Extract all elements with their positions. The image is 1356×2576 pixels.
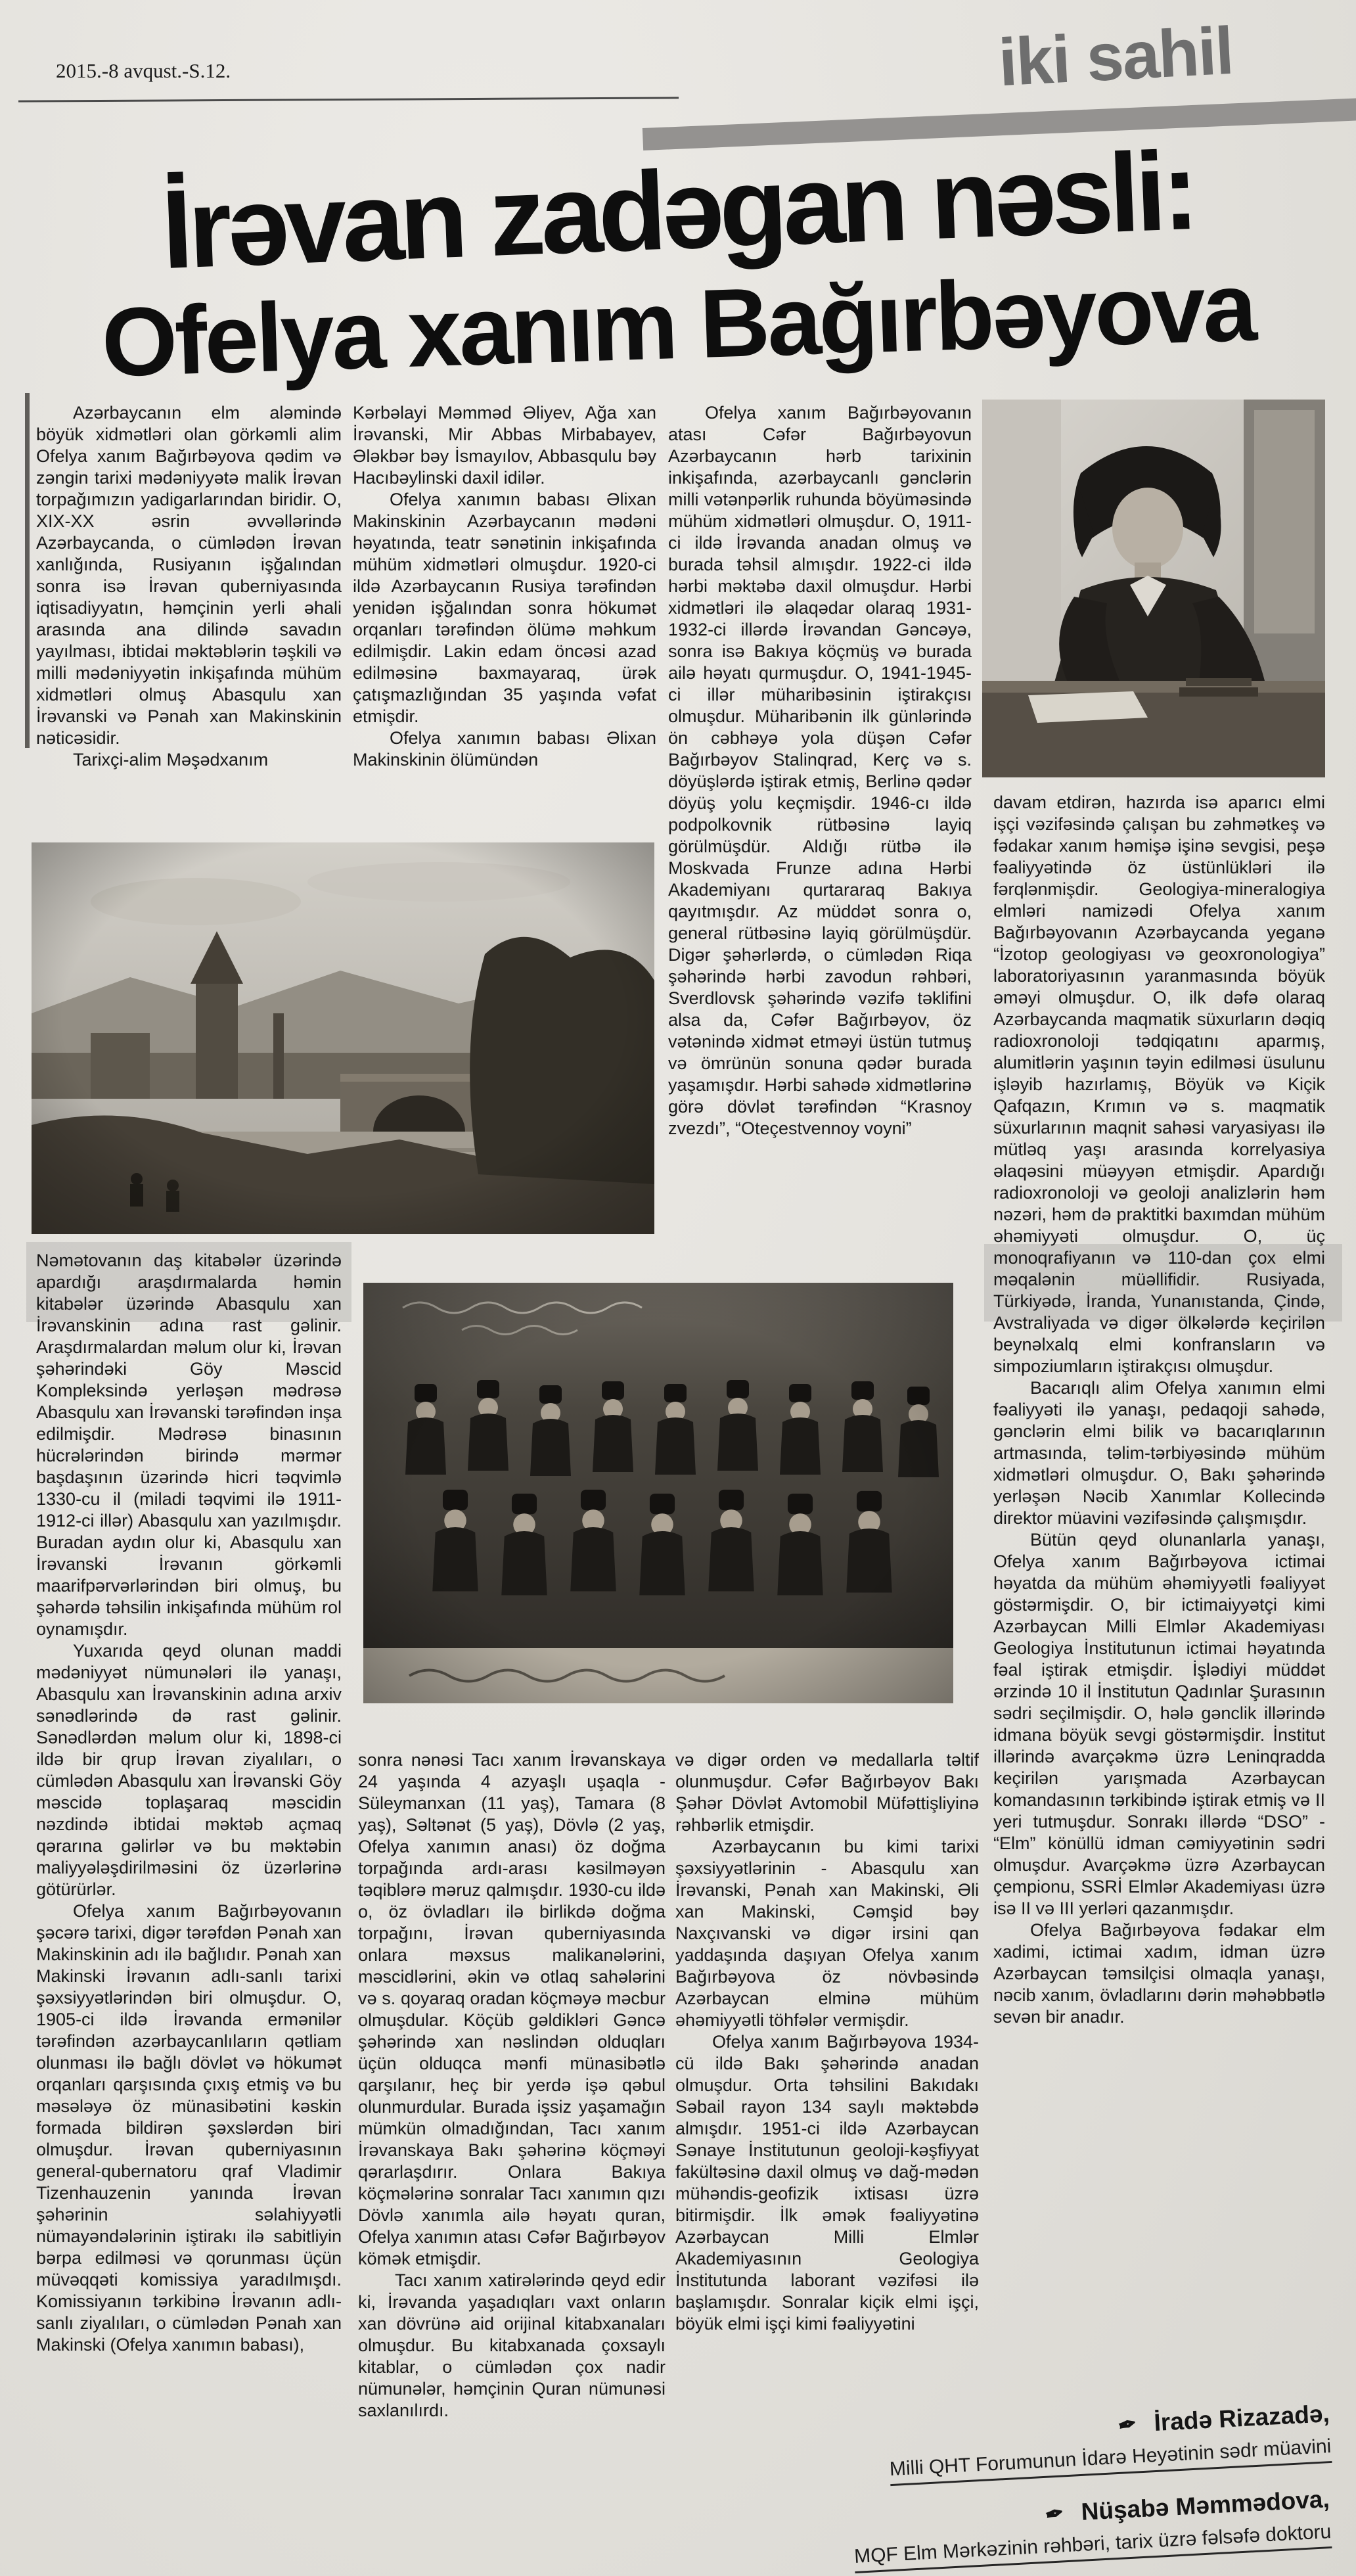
column-3-bottom: və digər orden və medallarla təltif olunmuşdur. Cəfər Bağırbəyov Bakı Şəhər Dövlət Avtomobil Müfəttişliyinə rəhbərlik etmişdir. Azərbaycanın bu kimi tarixi şəxsiyyətlərinin - Abasqulu xan İrəvanski, Pənah xan Makinski, Əli xan Makinski, Cəmşid bəy Naxçıvanski və digər irsini qan yaddaşında daşıyan Ofelya xanım Bağırbəyova öz növbəsində Azərbaycan elminə mühüm əhəmiyyətli töhfələr vermişdir. Ofelya xanım Bağırbəyova 1934-cü ildə Bakı şəhərində anadan olmuşdur. Orta təhsilini Bakıdakı Səbail rayon 134 saylı məktəbdə almışdır. 1951-ci ildə Azərbaycan Sənaye İnstitutunun geoloji-kəşfiyyat fakültəsinə daxil olmuş və dağ-mədən mühəndis-geofizik ixtisası üzrə bitirmişdir. İlk əmək fəaliyyətinə Azərbaycan Milli Elmlər Akademiyasının Geologiya İnstitutunda laborant vəzifəsi ilə başlamışdır. Sonralar kiçik elmi işçi, böyük elmi işçi kimi fəaliyyətini (675, 1750, 979, 2334)
signature-block-2 (706, 2485, 1332, 2576)
portrait-photo (982, 400, 1325, 777)
landscape-photo (32, 842, 654, 1234)
pen-icon: ✒ (1115, 2410, 1141, 2440)
group-photo (363, 1283, 953, 1703)
issue-date: 2015.-8 avqust.-S.12. (56, 59, 231, 82)
header-rule (18, 97, 679, 102)
scan-edge-mark (25, 393, 30, 748)
column-1-middle: Nəmətovanın daş kitabələr üzərində apardığı araşdırmalarda həmin kitabələr üzərində Abasqulu xan İrəvanskinin adına rast gəlinir. Araşdırmalardan məlum olur ki, İrəvan şəhərindəki Göy Məscid Kompleksində yerləşən mədrəsə Abasqulu xan İrəvanski tərəfindən inşa edilmişdir. Mədrəsə binasının hücrələrindən birində mərmər başdaşının üzərində hicri təqvimlə 1330-cu il (miladi təqvimi ilə 1911-1912-ci illər) Abasqulu xan yazılmışdır. Buradan aydın olur ki, Abasqulu xan İrəvanski İrəvanın görkəmli maarifpərvərlərindən biri olmuş, bu şəhərdə təhsilin inkişafında mühüm rol oynamışdır. Yuxarıda qeyd olunan maddi mədəniyyət nümunələri ilə yanaşı, Abasqulu xan İrəvanskinin adına arxiv sənədlərində də rast gəlinir. Sənədlərdən məlum olur ki, 1898-ci ildə bir qrup İrəvan ziyalıları, o cümlədən Abasqulu xan İrəvanski Göy məscidə toplaşaraq məscidin nəzdində ibtidai məktəb açmaq qərarına gəlirlər və bu məktəbin maliyyələşdirilməsini öz üzərlərinə götürürlər. Ofelya xanım Bağırbəyovanın şəcərə tarixi, digər tərəfdən Pənah xan Makinskinin adı ilə bağlıdır. Pənah xan Makinski İrəvanın adlı-sanlı tarixi şəxsiyyətlərindən biri olmuşdur. O, 1905-ci ildə İrəvanda ermənilər tərəfindən azərbaycanlıların qətliam olunması ilə bağlı dövlət və hökumət orqanları qarşısında çıxış etmiş və bu məsələyə öz münasibətini kəskin formada bildirən şəxslərdən biri olmuşdur. İrəvan quberniyasının general-qubernatoru qraf Vladimir Tizenhauzenin yanında İrəvan şəhərinin səlahiyyətli nümayəndələrinin iştirakı ilə sabitliyin bərpa edilməsi və qorunması üçün müvəqqəti komissiya yaradılmışdı. Komissiyanın tərkibinə İrəvanın adlı-sanlı ziyalıları, o cümlədən Pənah xan Makinski (Ofelya xanımın babası), (36, 1251, 342, 2355)
column-1-top: Azərbaycanın elm aləmində böyük xidmətləri olan görkəmli alim Ofelya xanım Bağırbəyova qədim və zəngin tarixi mədəniyyətə malik İrəvan torpağımızın yadigarlarından biridir. O, XIX-XX əsrin əvvəllərində Azərbaycanda, o cümlədən İrəvan xanlığında, Rusiyanın işğalından sonra isə İrəvan quberniyasında iqtisadiyyatın, həmçinin yerli əhali arasında ana dilində savadın yayılması, ibtidai məktəblərin təşkili və milli mədəniyyətin inkişafında mühüm xidmətləri olmuş Abasqulu xan İrəvanski və Pənah xan Makinskinin nəticəsidir. Tarixçi-alim Məşədxanım (36, 403, 342, 770)
signature-title: MQF Elm Mərkəzinin rəhbəri, tarix üzrə fəlsəfə doktoru (853, 2521, 1332, 2573)
headline-line2: Ofelya xanım Bağırbəyova (100, 252, 1256, 398)
column-3-top: Ofelya xanım Bağırbəyovanın atası Cəfər Bağırbəyovun Azərbaycanın hərb tarixinin inkişafında, azərbaycanlı gənclərin milli vətənpərlik ruhunda böyüməsində mühüm xidmətləri olmuşdur. O, 1911-ci ildə İrəvanda anadan olmuş və burada təhsil almışdır. 1922-ci ildə hərbi məktəbə daxil olmuşdur. Hərbi xidmətləri ilə əlaqədar olaraq 1931-1932-ci illərdə İrəvandan Gəncəyə, sonra isə Bakıya köçmüş və burada ailə həyatı qurmuşdur. O, 1941-1945-ci illər müharibəsinin iştirakçısı olmuşdur. Müharibənin ilk günlərində ön cəbhəyə yola düşən Cəfər Bağırbəyov Stalinqrad, Kerç və s. döyüşlərdə iştirak etmiş, Berlinə qədər döyüş yolu keçmişdir. 1946-cı ildə podpolkovnik rütbəsinə layiq görülmüşdür. Aldığı rütbə ilə Moskvada Frunze adına Hərbi Akademiyanı qurtararaq Bakıya qayıtmışdır. Az müddət sonra o, general rütbəsinə layiq görülmüşdür. Digər şəhərlərdə, o cümlədən Riqa şəhərində hərbi zavodun rəhbəri, Sverdlovsk şəhərində vəzifə təklifini alsa da, Cəfər Bağırbəyov, öz vətənində xidmət etməyi üstün tutmuş və ömrünün sonuna qədər burada yaşamışdır. Hərbi sahədə xidmətlərinə görə dövlət tərəfindən “Krasnoy zvezdı”, “Oteçestvennoy voyni” (668, 403, 972, 1138)
pen-icon: ✒ (1042, 2499, 1068, 2529)
column-4: davam etdirən, hazırda isə aparıcı elmi işçi vəzifəsində çalışan bu zəhmətkeş və fədakar xanım həmişə işinə sevgisi, peşə fəaliyyətində öz üstünlükləri ilə fərqlənmişdir. Geologiya-mineralogiya elmləri namizədi Ofelya xanım Bağırbəyovanın Azərbaycanda yeganə “İzotop geologiyası və geoxronologiya” laboratoriyasının yaranmasında böyük əməyi olmuşdur. O, ilk dəfə olaraq Azərbaycanda maqmatik süxurların dəqiq radioxronoloji tədqiqatını aparmış, alumitlərin yaşının təyin edilməsi üsulunu işləyib hazırlamış, Böyük və Kiçik Qafqazın, Krımın və s. maqmatik süxurlarının maqnit sahəsi varyasiyası ilə mütləq yaşı arasında korrelyasiya əlaqəsini müəyyən etmişdir. Apardığı radioxronoloji və geoloji analizlərin həm nəzəri, həm də praktitki baxımdan mühüm əhəmiyyəti olmuşdur. O, üç monoqrafiyanın və 110-dan çox elmi məqalənin müəllifidir. Rusiyada, Türkiyədə, İranda, Yunanıstanda, Çində, Avstraliyada və digər ölkələrdə keçirilən beynəlxalq elmi konfransların və simpoziumların iştirakçısı olmuşdur. Bacarıqlı alim Ofelya xanımın elmi fəaliyyəti ilə yanaşı, pedaqoji sahədə, gənclərin elmi bilik və bacarıqlarının artmasında, təlim-tərbiyəsində mühüm xidmətləri olmuşdur. O, Bakı şəhərində yerləşən Nəcib Xanımlar Kollecində direktor müavini vəzifəsində çalışmışdır. Bütün qeyd olunanlarla yanaşı, Ofelya xanım Bağırbəyova ictimai həyatda da mühüm əhəmiyyətli fəaliyyət göstərmişdir. O, bir ictimaiyyətçi kimi Azərbaycan Milli Elmlər Akademiyası Geologiya İnstitutunun ictimai həyatında fəal iştirak etmişdir. İşlədiyi müddət ərzində 10 il İnstitutun Qadınlar Şurasının sədri seçilmişdir. O, hələ gənclik illərində idmana böyük sevgi göstərmişdir. İnstitut illərində avarçəkmə üzrə Leninqradda keçirilən yarışmada Azərbaycan komandasının tərkibində iştirak etmiş və II yeri tutmuşdur. Sonrakı illərdə “DSO” - “Elm” könüllü idman cəmiyyətinin sədri olmuşdur. Avarçəkmə üzrə Azərbaycan çempionu, SSRİ Elmlər Akademiyası üzrə isə II və III yerləri qazanmışdır. Ofelya Bağırbəyova fədakar elm xadimi, ictimai xadım, idman üzrə Azərbaycan təmsilçisi olmaqla yanaşı, nəcib xanım, övladlarını dərin məhəbbətlə sevən bir anadır. (993, 793, 1325, 2027)
signature-name: Nüşabə Məmmədova, (1080, 2485, 1330, 2525)
masthead-title: iki sahil (997, 12, 1234, 101)
column-2-bottom: sonra nənəsi Tacı xanım İrəvanskaya 24 yaşında 4 azyaşlı uşaqla - Süleymanxan (11 yaş), Tamara (8 yaş), Səltənət (5 yaş), Dövlə (2 yaş, Ofelya xanımın anası) öz doğma torpağında ardı-arası kəsilməyən təqiblərə məruz qalmışdır. 1930-cu ildə o, öz övladları ilə birlikdə doğma torpağını, İrəvan quberniyasında onlara məxsus malikanələrini, məscidlərini, əkin və otlaq sahələrini və s. qoyaraq oradan köçməyə məcbur olmuşdular. Köçüb gəldikləri Gəncə şəhərində xan nəslindən olduqları üçün olduqca mənfi münasibətlə qarşılanır, heç bir yerdə işə qəbul olunmurdular. Burada işsiz yaşamağın mümkün olmadığından, Tacı xanım İrəvanskaya Bakı şəhərinə köçməyi qərarlaşdırır. Onlara Bakıya köçmələrinə sonralar Tacı xanımın qızı Dövlə xanımla ailə həyatı quran, Ofelya xanımın atası Cəfər Bağırbəyov kömək etmişdir. Tacı xanım xatirələrində qeyd edir ki, İrəvanda yaşadıqları vaxt onların xan dövrünə aid orijinal kitabxanaları olmuşdur. Bu kitabxanada çoxsaylı kitablar, o cümlədən çox nadir nümunələr, həmçinin Quran nümunəsi saxlanılırdı. (358, 1750, 666, 2420)
column-2-top: Kərbəlayi Məmməd Əliyev, Ağa xan İrəvanski, Mir Abbas Mirbabayev, Ələkbər bəy İsmayılov, Abbasqulu bəy Hacıbəylinski daxil idilər. Ofelya xanımın babası Əlixan Makinskinin Azərbaycanın mədəni həyatında, teatr sənətinin inkişafında mühüm xidmətləri olmuşdur. 1920-ci ildə Azərbaycanın Rusiya tərəfindən yenidən işğalından sonra hökumət orqanları tərəfindən ölümə məhkum edilmişdir. Lakin edam öncəsi azad edilməsinə baxmayaraq, ürək çatışmazlığından 35 yaşında vəfat etmişdir. Ofelya xanımın babası Əlixan Makinskinin ölümündən (353, 403, 656, 770)
headline-line1: İrəvan zadəgan nəsli: (159, 127, 1197, 293)
signature-name: İradə Rizazadə, (1153, 2400, 1330, 2437)
signature-title: Milli QHT Forumunun İdarə Heyətinin sədr müavini (889, 2435, 1332, 2486)
